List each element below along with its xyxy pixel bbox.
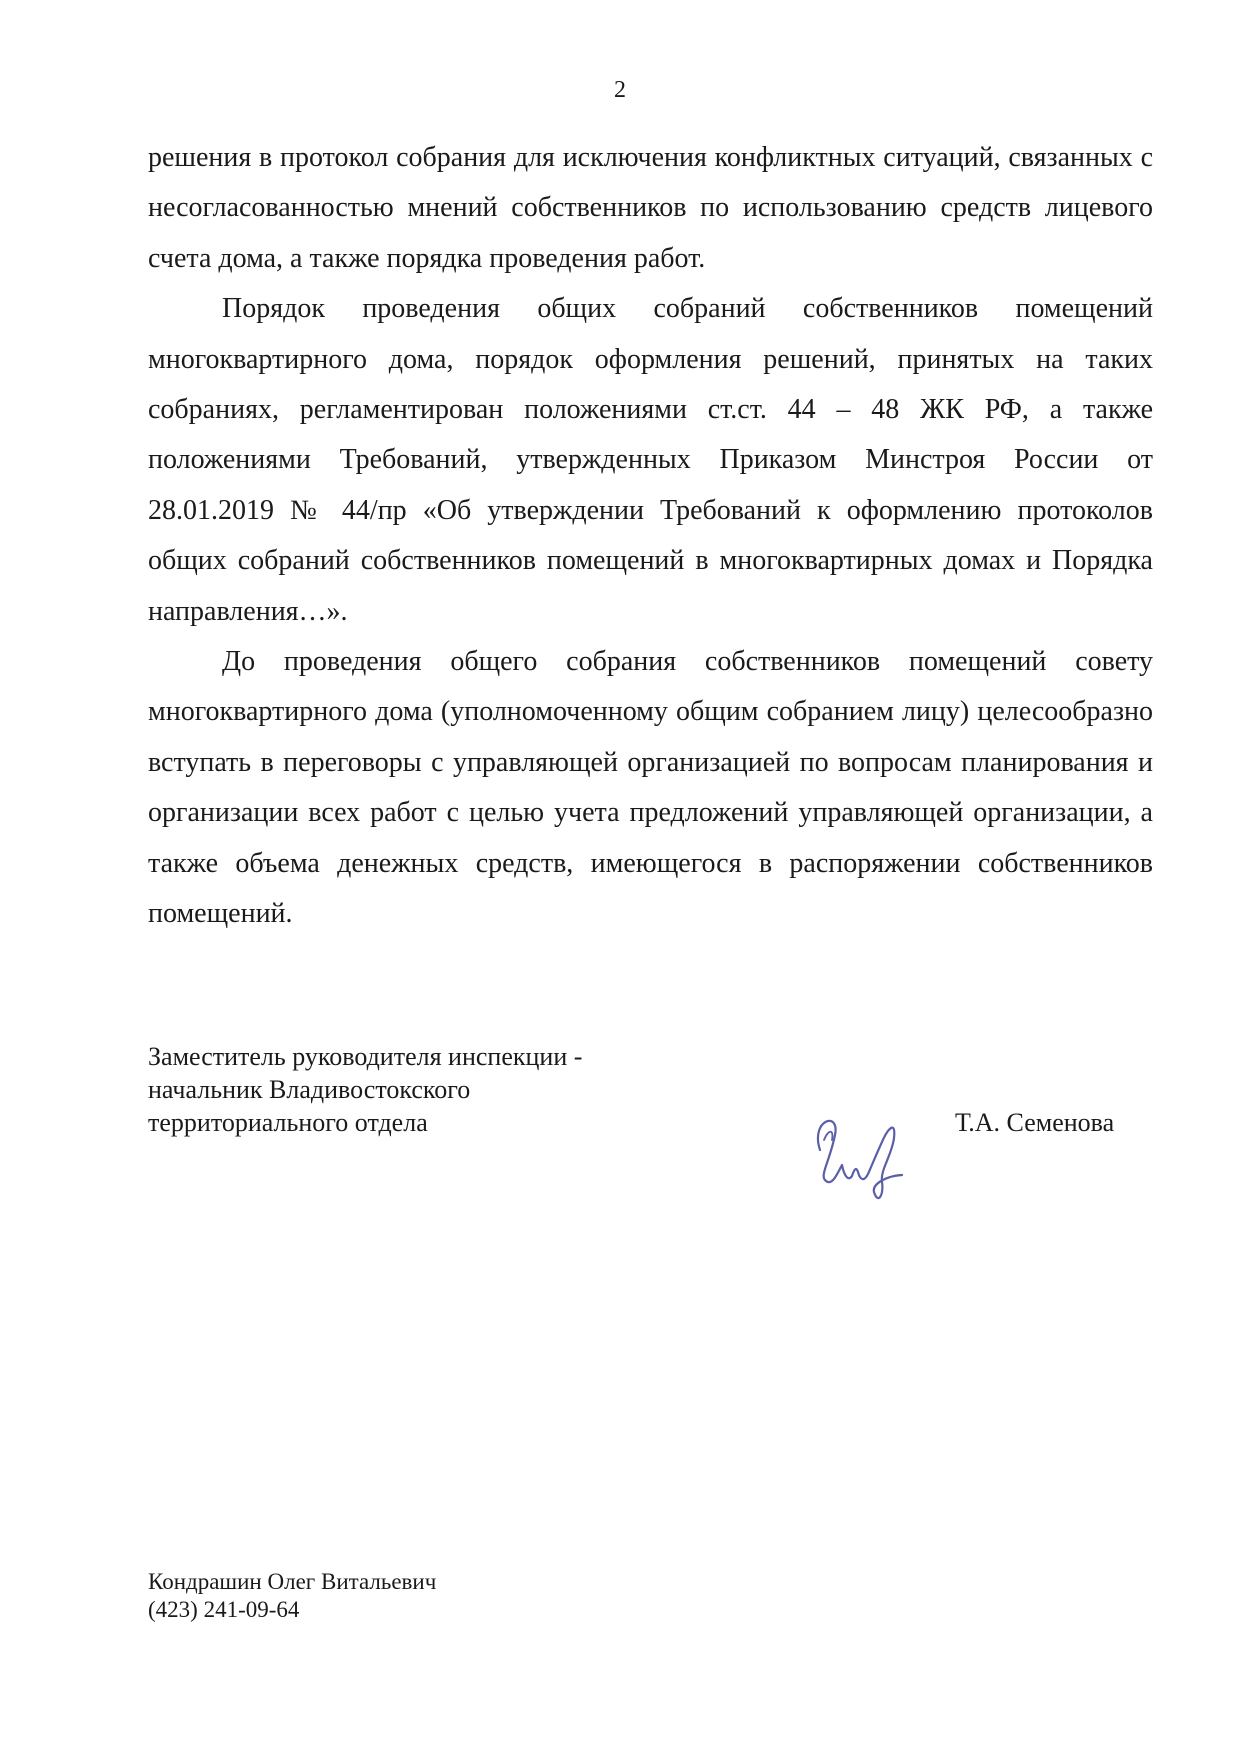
- signatory-title-line: Заместитель руководителя инспекции -: [148, 1042, 583, 1071]
- signatory-title-line: территориального отдела: [148, 1108, 428, 1137]
- letter-body: [148, 133, 1153, 940]
- page-number: 2: [614, 77, 626, 103]
- signatory-title: [148, 1040, 708, 1139]
- executor-contact: [148, 1568, 436, 1624]
- paragraph-continuation: решения в протокол собрания для исключения конфликтных ситуаций, связанных с несогласованностью мнений собственников по использованию средств лицевого счета дома, а также порядка проведения работ.: [148, 142, 1153, 274]
- signatory-title-line: начальник Владивостокского: [148, 1075, 471, 1104]
- paragraph-meeting-procedure: Порядок проведения общих собраний собственников помещений многоквартирного дома, порядок оформления решений, принятых на таких собраниях, регламентирован положениями ст.ст. 44 – 48 ЖК РФ, а также положениями Требований, утвержденных Приказом Минстроя России от 28.01.2019 № 44/пр «Об утверждении Требований к оформлению протоколов общих собраний собственников помещений в многоквартирных домах и Порядка направления…».: [148, 293, 1153, 627]
- signatory-name: Т.А. Семенова: [955, 1108, 1115, 1137]
- executor-name: Кондрашин Олег Витальевич: [148, 1569, 437, 1594]
- paragraph-negotiations: До проведения общего собрания собственников помещений совету многоквартирного дома (уполномоченному общим собранием лицу) целесообразно вступать в переговоры с управляющей организацией по вопросам планирования и организации всех работ с целью учета предложений управляющей организации, а также объема денежных средств, имеющегося в распоряжении собственников помещений.: [148, 646, 1153, 930]
- handwritten-signature: [790, 1080, 930, 1220]
- executor-phone: (423) 241-09-64: [148, 1597, 300, 1622]
